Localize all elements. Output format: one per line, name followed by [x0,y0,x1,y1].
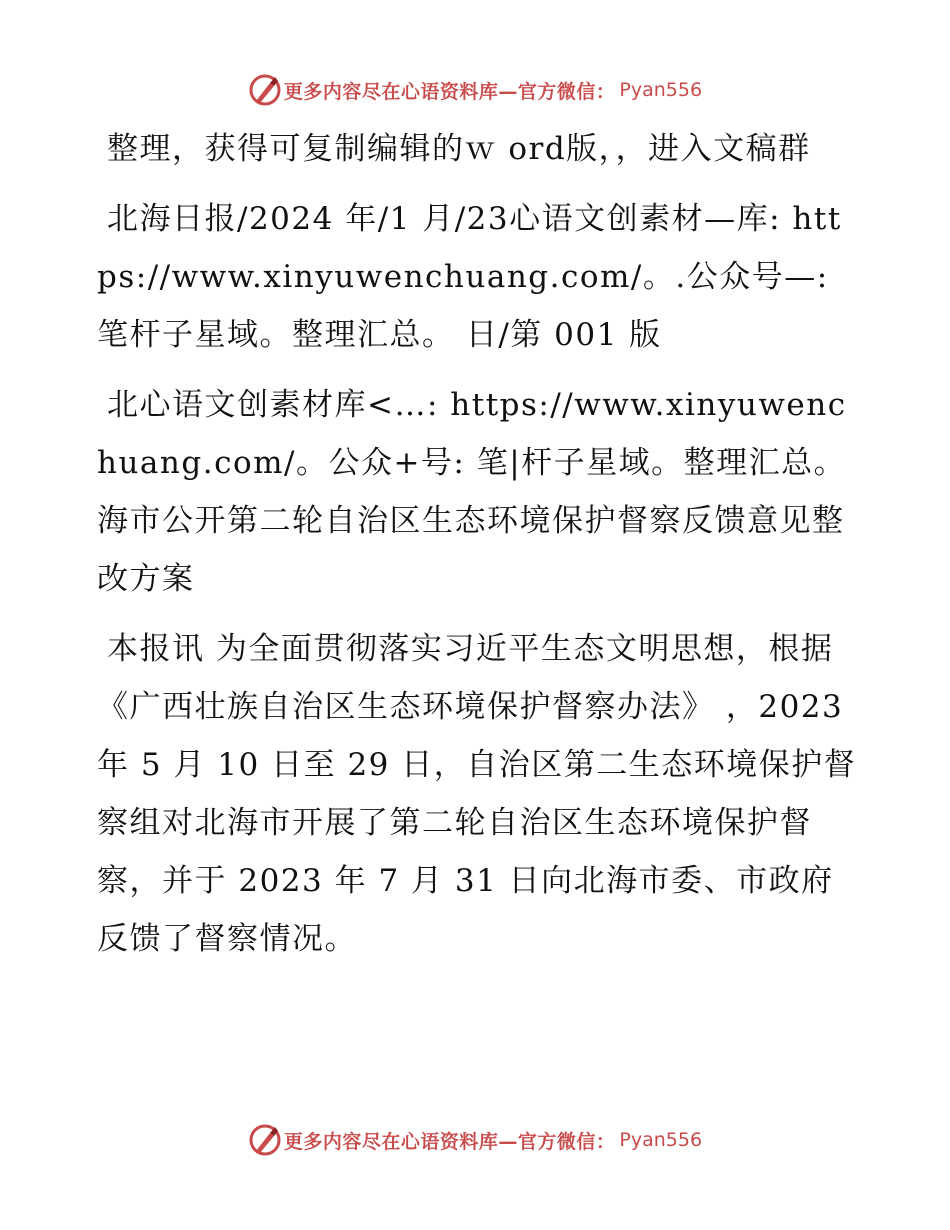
pen-logo-icon [248,1123,282,1157]
footer-banner-text: 更多内容尽在心语资料库—官方微信： [283,1130,616,1153]
paragraph-1: 整理，获得可复制编辑的ｗ ord版，，进入文稿群 [107,131,811,167]
header-banner [0,70,950,110]
pen-logo-icon [248,73,282,107]
document-body [97,120,857,980]
paragraph-3: 北心语文创素材库<…: https://www.xinyuwenchuang.com/。公众+号: 笔|杆子星域。整理汇总。海市公开第二轮自治区生态环境保护督察反馈意见整改方案 [97,387,847,597]
paragraph-2: 北海日报/2024 年/1 月/23心语文创素材—库: https://www.xinyuwenchuang.com/。.公众号—: 笔杆子星域。整理汇总。 日/第 001 版 [97,201,842,353]
footer-banner [0,1120,950,1160]
footer-banner-contact: Pyan556 [619,1129,703,1151]
paragraph-4: 本报讯 为全面贯彻落实习近平生态文明思想，根据《广西壮族自治区生态环境保护督察办法》 ，2023 年 5 月 10 日至 29 日，自治区第二生态环境保护督察组对北海市开展了第二轮自治区生态环境保护督察，并于 2023 年 7 月 31 日向北海市委、市政府反馈了督察情况。 [97,631,857,957]
header-banner-contact: Pyan556 [619,79,703,101]
header-banner-text: 更多内容尽在心语资料库—官方微信： [283,80,616,103]
